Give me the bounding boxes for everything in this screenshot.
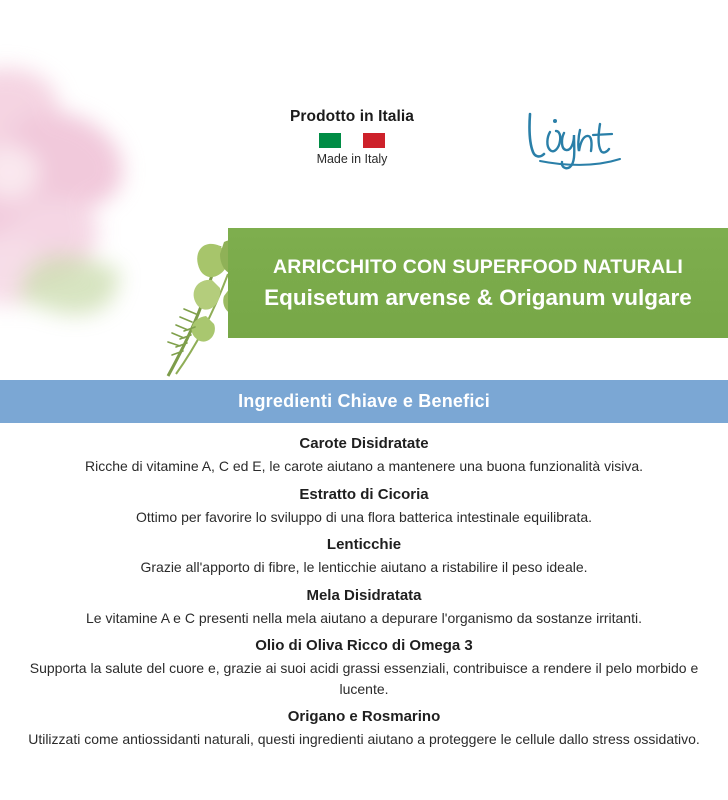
ingredient-name: Lenticchie: [326, 536, 402, 554]
ingredient-description: Supporta la salute del cuore e, grazie ai suoi acidi grassi essenziali, contribuisce a rendere il pelo morbido e lucente.: [29, 660, 699, 697]
ingredient-name: Origano e Rosmarino: [287, 708, 441, 726]
ingredients-list: [24, 434, 704, 758]
ingredient-item: [24, 586, 704, 629]
light-brand-logo: [520, 104, 650, 174]
ingredient-description: Grazie all'apporto di fibre, le lenticchie aiutano a ristabilire il peso ideale.: [140, 559, 588, 576]
ingredient-item: [24, 707, 704, 750]
italian-flag-icon: [319, 133, 385, 148]
ingredient-name: Estratto di Cicoria: [299, 485, 429, 503]
flower-petal: [0, 180, 113, 299]
section-title: Ingredienti Chiave e Benefici: [238, 391, 490, 411]
flower-petal: [0, 232, 48, 309]
origin-title: Prodotto in Italia: [289, 108, 415, 125]
flower-leaf: [18, 243, 122, 328]
ingredient-item: [24, 636, 704, 699]
superfood-banner: [228, 228, 728, 338]
ingredient-name: Mela Disidratata: [306, 586, 422, 604]
ingredient-description: Le vitamine A e C presenti nella mela aiutano a depurare l'organismo da sostanze irritanti.: [86, 609, 642, 626]
section-title-bar: [0, 380, 728, 423]
ingredient-description: Utilizzati come antiossidanti naturali, questi ingredienti aiutano a proteggere le cellule dallo stress ossidativo.: [28, 731, 700, 748]
ingredient-item: [24, 485, 704, 528]
ingredient-name: Olio di Oliva Ricco di Omega 3: [255, 637, 473, 655]
origin-subtitle: Made in Italy: [316, 152, 388, 166]
header-row: [0, 108, 728, 188]
ingredient-item: [24, 535, 704, 578]
superfood-banner-line2: Equisetum arvense & Origanum vulgare: [264, 284, 692, 310]
ingredient-name: Carote Disidratate: [299, 435, 429, 452]
ingredient-description: Ricche di vitamine A, C ed E, le carote aiutano a mantenere una buona funzionalità visiva.: [85, 458, 643, 475]
superfood-banner-line1: ARRICCHITO CON SUPERFOOD NATURALI: [273, 255, 683, 278]
decorative-flower-graphic: [0, 60, 170, 330]
made-in-italy-mark: [282, 108, 422, 166]
ingredient-item: [24, 434, 704, 477]
ingredient-description: Ottimo per favorire lo sviluppo di una flora batterica intestinale equilibrata.: [135, 508, 593, 525]
